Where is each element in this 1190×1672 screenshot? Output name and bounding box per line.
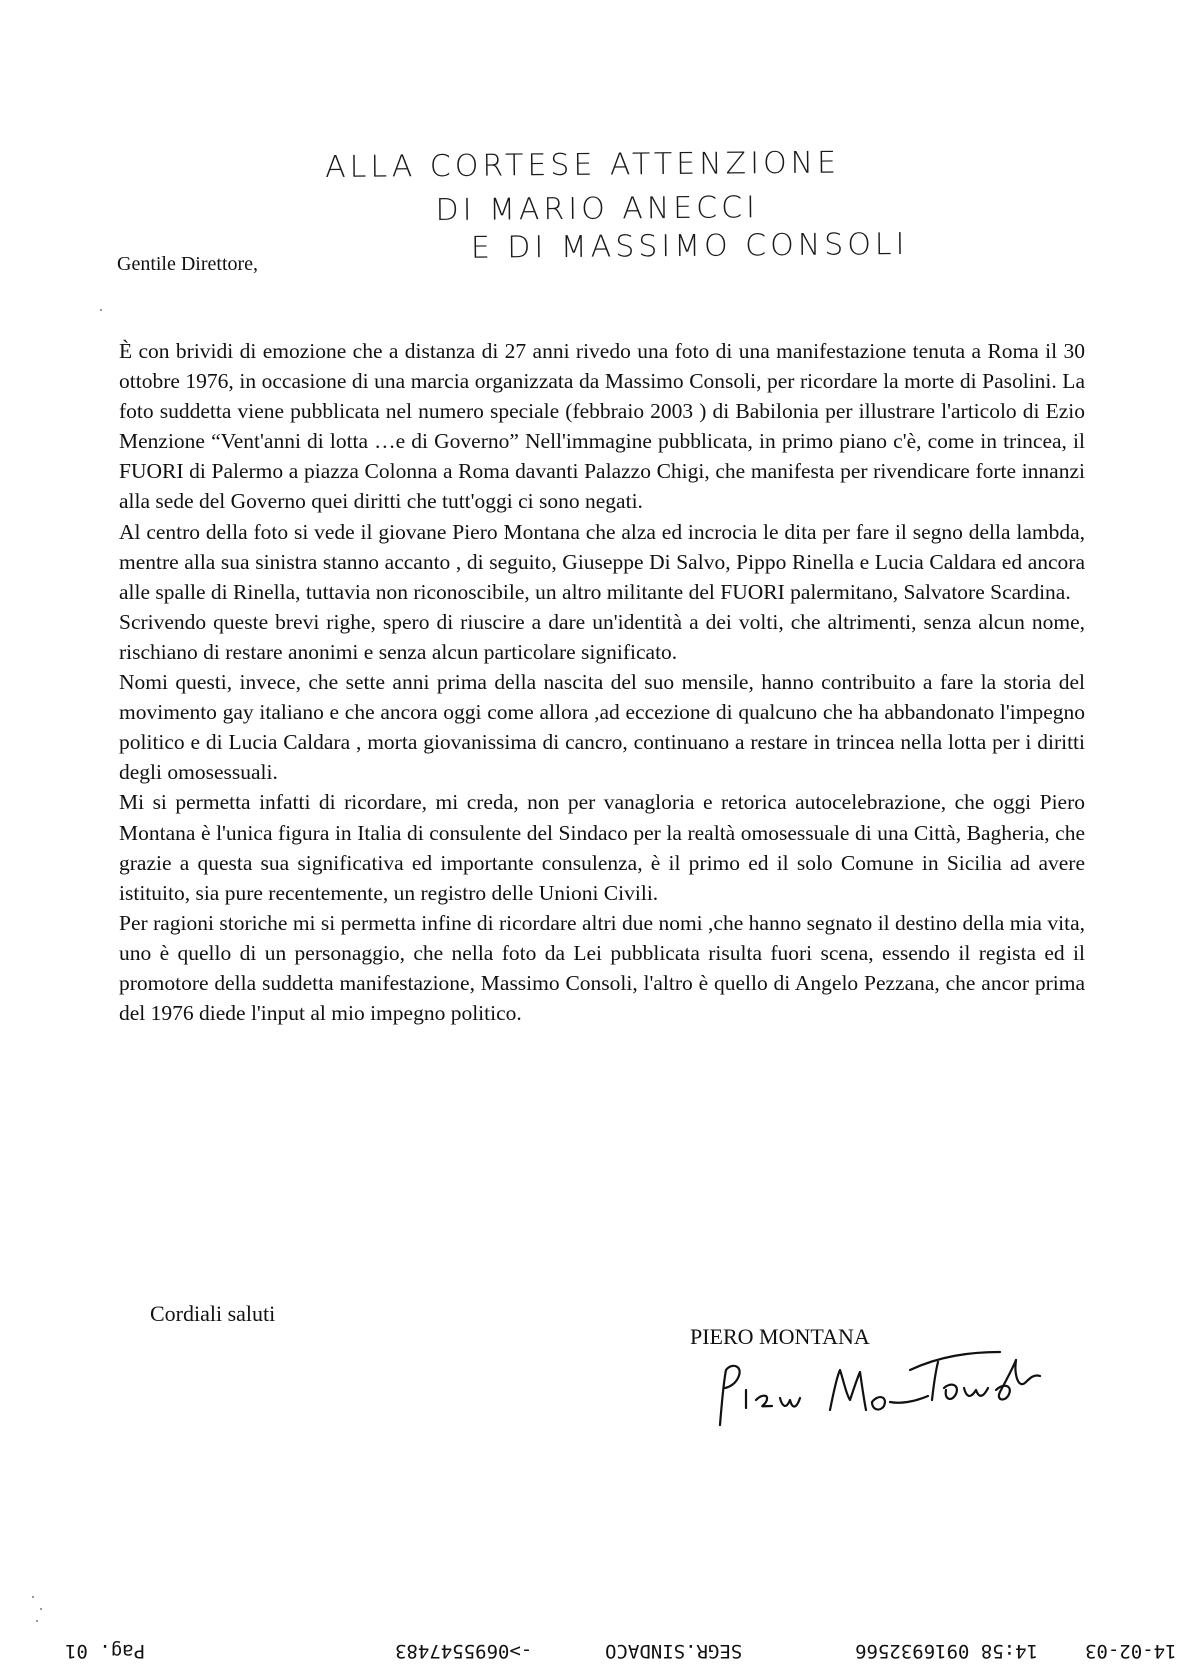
signatory-name: PIERO MONTANA	[690, 1324, 870, 1349]
handwritten-line-3: E DI MASSIMO CONSOLI	[470, 226, 909, 266]
paragraph: Mi si permetta infatti di ricordare, mi creda, non per vanagloria e retorica autocelebrazione, che oggi Piero Montana è l'unica figura in Italia di consulente del Sindaco per la realtà omosessuale di una Città, Bagheria, che grazie a questa sua significativa ed importante consulenza, è il primo ed il solo Comune in Sicilia ad avere istituito, sia pure recentemente, un registro delle Unioni Civili.	[119, 790, 1085, 905]
scan-speck	[36, 1620, 38, 1622]
handwritten-line-1: ALLA CORTESE ATTENZIONE	[325, 145, 841, 185]
fax-date: 14-02-03	[1085, 1640, 1177, 1662]
scan-speck	[32, 1596, 34, 1598]
fax-time-number: 14:58 0916932566	[855, 1640, 1039, 1662]
scan-speck	[100, 309, 102, 311]
paragraph: Al centro della foto si vede il giovane Piero Montana che alza ed incrocia le dita per fare il segno della lambda, mentre alla sua sinistra stanno accanto , di seguito, Giuseppe Di Salvo, Pippo Rinella e Lucia Caldara ed ancora alle spalle di Rinella, tuttavia non riconoscibile, un altro militante del FUORI palermitano, Salvatore Scardina.	[119, 519, 1085, 604]
salutation: Gentile Direttore,	[117, 253, 259, 275]
paragraph: Per ragioni storiche mi si permetta infine di ricordare altri due nomi ,che hanno segnato il destino della mia vita, uno è quello di un personaggio, che nella foto da Lei pubblicata risulta fuori scena, essendo il regista ed il promotore della suddetta manifestazione, Massimo Consoli, l'altro è quello di Angelo Pezzana, che ancor prima del 1976 diede l'input al mio impegno politico.	[119, 910, 1085, 1026]
paragraph: Nomi questi, invece, che sette anni prima della nascita del suo mensile, hanno contribuito a fare la storia del movimento gay italiano e che ancora oggi come allora ,ad eccezione di qualcuno che ha abbandonato l'impegno politico e di Lucia Caldara , morta giovanissima di cancro, continuano a restare in trincea nella lotta per i diritti degli omosessuali.	[119, 670, 1085, 785]
handwritten-line-2: DI MARIO ANECCI	[435, 190, 760, 229]
fax-page-number: Pag. 01	[65, 1640, 146, 1662]
fax-recipient: ->0695547483	[395, 1640, 533, 1662]
closing: Cordiali saluti	[150, 1301, 276, 1326]
scan-speck	[40, 1608, 42, 1610]
paragraph: È con brividi di emozione che a distanza di 27 anni rivedo una foto di una manifestazione tenuta a Roma il 30 ottobre 1976, in occasione di una marcia organizzata da Massimo Consoli, per ricordare la morte di Pasolini. La foto suddetta viene pubblicata nel numero speciale (febbraio 2003 ) di Babilonia per illustrare l'articolo di Ezio Menzione “Vent'anni di lotta …e di Governo” Nell'immagine pubblicata, in primo piano c'è, come in trincea, il FUORI di Palermo a piazza Colonna a Roma davanti Palazzo Chigi, che manifesta per rivendicare forte innanzi alla sede del Governo quei diritti che tutt'oggi ci sono negati.	[119, 339, 1085, 514]
letter-body	[119, 336, 1085, 1028]
fax-sender: SEGR.SINDACO	[605, 1640, 743, 1662]
handwritten-signature	[700, 1330, 1100, 1440]
paragraph: Scrivendo queste brevi righe, spero di riuscire a dare un'identità a dei volti, che altrimenti, senza alcun nome, rischiano di restare anonimi e senza alcun particolare significato.	[119, 609, 1085, 664]
fax-transmission-header	[0, 1640, 1190, 1668]
